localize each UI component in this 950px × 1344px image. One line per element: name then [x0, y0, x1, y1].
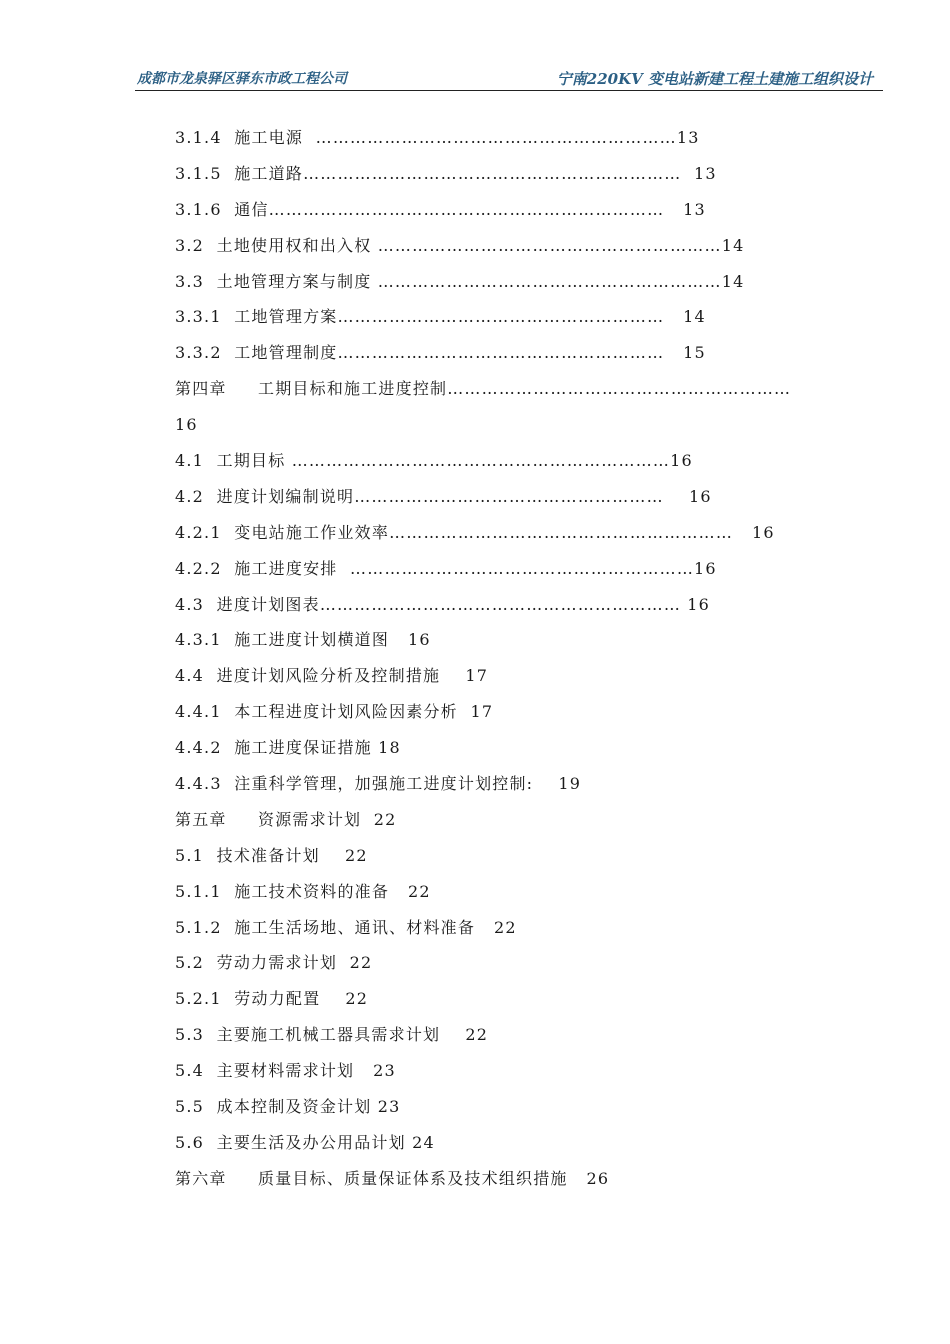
table-of-contents	[175, 125, 855, 1202]
header-company: 成都市龙泉驿区驿东市政工程公司	[137, 71, 347, 87]
toc-entry[interactable]: 4.3.1 施工进度计划横道图 16	[175, 630, 431, 650]
toc-entry[interactable]: 3.1.4 施工电源 ………………………………………………………13	[175, 128, 700, 147]
toc-page-number: 16	[175, 415, 198, 435]
header-project-title: 宁南220KV 变电站新建工程土建施工组织设计	[556, 70, 873, 88]
toc-entry[interactable]: 3.2 土地使用权和出入权 ……………………………………………………14	[175, 235, 745, 255]
toc-entry[interactable]: 5.4 主要材料需求计划 23	[175, 1061, 396, 1081]
toc-entry[interactable]: 4.4.1 本工程进度计划风险因素分析 17	[175, 702, 494, 722]
toc-entry[interactable]: 4.4 进度计划风险分析及控制措施 17	[175, 666, 489, 686]
page-header	[135, 64, 883, 91]
toc-chapter-entry[interactable]: 第四章 工期目标和施工进度控制……………………………………………………	[175, 379, 792, 399]
toc-entry[interactable]: 4.2.1 变电站施工作业效率…………………………………………………… 16	[175, 522, 775, 542]
toc-entry[interactable]: 5.1 技术准备计划 22	[175, 845, 368, 865]
toc-entry[interactable]: 4.2.2 施工进度安排 ……………………………………………………16	[175, 558, 717, 578]
toc-entry[interactable]: 5.6 主要生活及办公用品计划 24	[175, 1132, 435, 1152]
toc-chapter-entry[interactable]: 第五章 资源需求计划 22	[175, 809, 397, 829]
toc-entry[interactable]: 4.3 进度计划图表……………………………………………………… 16	[175, 594, 711, 614]
toc-entry[interactable]: 3.3.2 工地管理制度………………………………………………… 15	[175, 343, 706, 363]
toc-entry[interactable]: 4.4.2 施工进度保证措施 18	[175, 738, 401, 758]
toc-entry[interactable]: 3.3.1 工地管理方案………………………………………………… 14	[175, 307, 706, 327]
toc-entry[interactable]: 3.1.6 通信…………………………………………………………… 13	[175, 199, 706, 219]
toc-entry[interactable]: 3.3 土地管理方案与制度 ……………………………………………………14	[175, 271, 745, 291]
toc-entry[interactable]: 5.1.1 施工技术资料的准备 22	[175, 881, 431, 901]
toc-entry[interactable]: 4.1 工期目标 …………………………………………………………16	[175, 451, 693, 471]
toc-entry[interactable]: 4.2 进度计划编制说明……………………………………………… 16	[175, 486, 712, 506]
toc-entry[interactable]: 5.2.1 劳动力配置 22	[175, 989, 369, 1009]
toc-entry[interactable]: 5.5 成本控制及资金计划 23	[175, 1097, 401, 1117]
toc-entry[interactable]: 5.1.2 施工生活场地、通讯、材料准备 22	[175, 917, 517, 937]
toc-entry[interactable]: 3.1.5 施工道路………………………………………………………… 13	[175, 163, 717, 183]
toc-entry[interactable]: 5.2 劳动力需求计划 22	[175, 953, 373, 973]
toc-entry[interactable]: 5.3 主要施工机械工器具需求计划 22	[175, 1025, 489, 1045]
toc-entry[interactable]: 4.4.3 注重科学管理，加强施工进度计划控制: 19	[175, 774, 582, 794]
toc-chapter-entry[interactable]: 第六章 质量目标、质量保证体系及技术组织措施 26	[175, 1168, 610, 1188]
